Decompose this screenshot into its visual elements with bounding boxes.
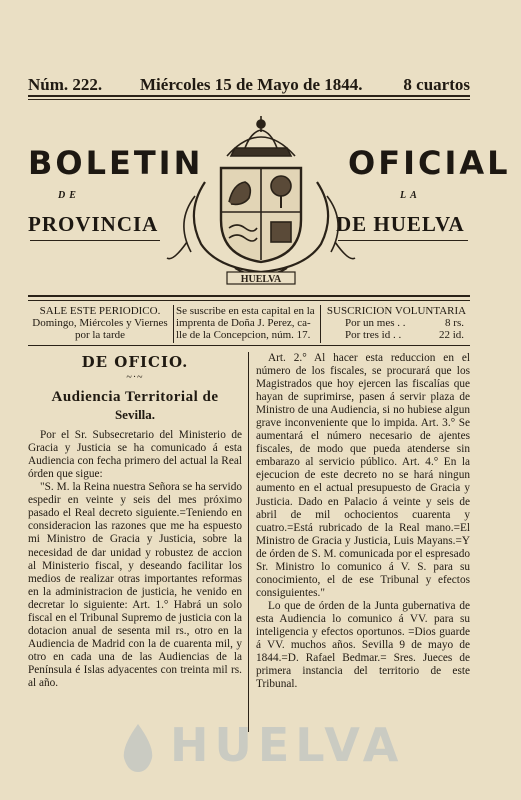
price-label: Por un mes . . xyxy=(345,317,406,329)
info-divider-1 xyxy=(173,305,174,343)
masthead-rule-left xyxy=(30,240,160,241)
watermark-logo-icon xyxy=(118,722,158,774)
price-value: 22 id. xyxy=(438,329,464,341)
article-title: Audiencia Territorial de xyxy=(51,389,219,406)
info-bottom-rule xyxy=(28,345,470,346)
info-divider-2 xyxy=(320,305,321,343)
crest-ribbon-text: HUELVA xyxy=(240,274,282,285)
masthead-bottom-rule xyxy=(28,295,470,297)
masthead-boletin: BOLETIN xyxy=(28,144,204,182)
issue-number: Núm. 222. xyxy=(28,75,103,94)
publication-schedule xyxy=(28,305,172,343)
coat-of-arms-icon xyxy=(165,112,357,292)
schedule-line-1: SALE ESTE PERIODICO. xyxy=(39,305,161,317)
price-row xyxy=(323,329,470,341)
paragraph: Por el Sr. Subsecretario del Ministerio de Gracia y Justicia se ha comunicado á esta Audiencia con fecha primero del actual la Real órden que sigue: xyxy=(28,429,242,481)
schedule-line-3: por la tarde xyxy=(74,329,126,341)
issue-price: 8 cuartos xyxy=(403,75,470,94)
paragraph: "S. M. la Reina nuestra Señora se ha servido espedir en veinte y seis del mes próximo pasado el Real decreto siguiente.=Teniendo en consideracion las razones que me ha espuesto mi Ministro de Gracia y Justicia, sobre la necesidad de dar unidad y robustez de accion al Ministerio fiscal, y deseando facilitar los medios de realizar otras importantes reformas en la administracion de justicia, he venido en decretar lo siguiente: Art. 1.° Habrá un solo fiscal en el Tribunal Supremo de justicia con la dotacion anual de sesenta mil rs., otro en la Audiencia de Madrid con la de cuarenta mil, y otro en cada una de las Audiencias de la Península é Islas adyacentes con treinta mil rs. al año. xyxy=(28,481,242,689)
paragraph: Lo que de órden de la Junta gubernativa de esta Audiencia lo comunico á VV. para su inteligencia y efectos oportunos. =Dios guarde á VV. muchos años. Sevilla 9 de mayo de 1844.=D. Rafael Bedmar.= Sres. Jueces de primera instancia del territorio de este Tribunal. xyxy=(256,599,470,691)
address-line-2: imprenta de Doña J. Perez, ca- xyxy=(176,317,311,329)
right-column xyxy=(256,352,470,691)
watermark-text: HUELVA xyxy=(170,718,405,772)
schedule-line-2: Domingo, Miércoles y Viernes xyxy=(32,317,168,329)
prices-title: SUSCRICION VOLUNTARIA xyxy=(326,305,467,317)
masthead-de: DE xyxy=(58,190,80,201)
masthead-de-huelva: DE HUELVA xyxy=(336,212,465,236)
subscription-address xyxy=(176,305,319,343)
article-subtitle: Sevilla. xyxy=(114,407,156,423)
masthead-rule-right xyxy=(338,240,468,241)
issue-line xyxy=(28,75,470,95)
subscription-prices xyxy=(323,305,470,343)
address-line-1: Se suscribe en esta capital en la xyxy=(176,305,315,317)
masthead-bottom-rule-thin xyxy=(28,300,470,301)
paragraph: Art. 2.° Al hacer esta reduccion en el número de los fiscales, se procurará que los Magistrados que hoy ejercen las fiscalías que hayan de suprimirse, pasen á servir plaza de Ministro de una Audiencia, si no hubiese algun grave inconveniente que lo impida. Art. 3.° Se aumentará el número necesario de ajentes fiscales, de modo que pueda atenderse sin embarazo al servicio público. Art. 4.° En la ejecucion de este decreto no se hará ningun aumento en el actual presupuesto de Gracia y Justicia. Dado en Palacio á veinte y seis de abril de mil ochocientos cuarenta y cuatro.=Está rubricado de la Real mano.=El Ministro de Gracia y Justicia, Luis Mayans.=Y de órden de S. M. comunicada por el espresado Sr. Ministro lo comunico á V. S. para su conocimiento, el de ese Tribunal y efectos consiguientes." xyxy=(256,352,470,599)
top-rule-thin xyxy=(28,99,470,100)
top-rule xyxy=(28,95,470,97)
price-label: Por tres id . . xyxy=(345,329,402,341)
masthead-la: LA xyxy=(400,190,421,201)
section-heading: DE OFICIO. xyxy=(81,353,189,371)
masthead-provincia: PROVINCIA xyxy=(28,212,159,236)
column-divider xyxy=(248,352,249,732)
ornament-divider: ~·~ xyxy=(126,372,144,384)
address-line-3: lle de la Concepcion, núm. 17. xyxy=(176,329,311,341)
price-row xyxy=(323,317,470,329)
price-value: 8 rs. xyxy=(445,317,464,329)
left-column xyxy=(28,352,242,690)
issue-date: Miércoles 15 de Mayo de 1844. xyxy=(140,75,363,94)
masthead-oficial: OFICIAL xyxy=(348,144,511,182)
